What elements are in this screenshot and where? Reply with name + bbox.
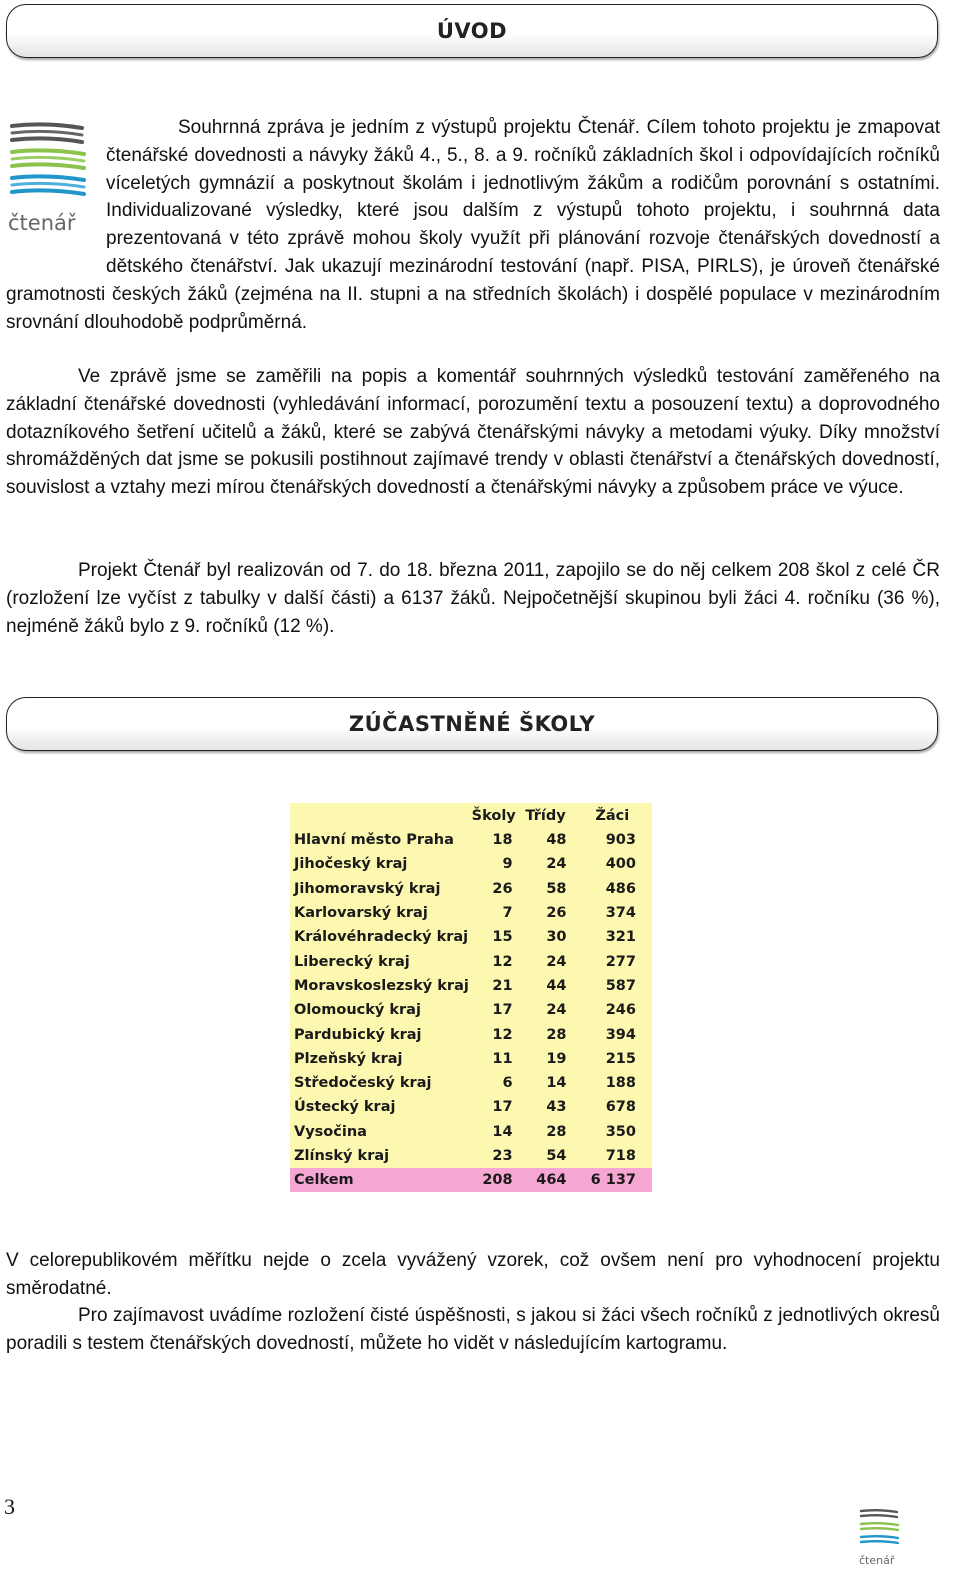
table-row — [290, 974, 652, 998]
classes-count: 14 — [546, 1075, 567, 1092]
section-title: ZÚČASTNĚNÉ ŠKOLY — [348, 712, 596, 736]
pupils-count: 321 — [605, 929, 636, 946]
schools-count: 21 — [492, 977, 513, 994]
classes-count: 54 — [546, 1148, 567, 1164]
table-row — [290, 925, 652, 949]
region-name: Olomoucký kraj — [294, 1002, 421, 1019]
classes-count: 58 — [546, 880, 567, 897]
pupils-count: 587 — [605, 977, 636, 994]
footer-logo-text: čtenář — [859, 1554, 895, 1567]
region-name: Jihomoravský kraj — [294, 880, 441, 897]
pupils-count: 903 — [605, 832, 636, 849]
table-row — [290, 901, 652, 925]
table-header-cell: Školy — [471, 807, 516, 824]
classes-count: 28 — [546, 1123, 567, 1140]
region-name: Moravskoslezský kraj — [294, 977, 469, 994]
pupils-count: 277 — [605, 953, 636, 970]
schools-count: 11 — [492, 1050, 513, 1067]
intro-paragraph-3: Projekt Čtenář byl realizován od 7. do 18. března 2011, zapojilo se do něj celkem 208 škol z celé ČR (rozložení lze vyčíst z tabulky v další části) a 6137 žáků. Nejpočetnější skupinou byli žáci 4. ročníku (36 %), nejméně žáků bylo z 9. ročníků (12 %). — [6, 560, 940, 637]
classes-count: 26 — [546, 905, 567, 922]
schools-count: 17 — [492, 1099, 513, 1116]
region-name: Středočeský kraj — [294, 1075, 432, 1092]
logo-text: čtenář — [8, 211, 76, 235]
page-number: 3 — [4, 1494, 15, 1519]
pupils-count: 394 — [605, 1026, 636, 1043]
schools-count: 23 — [492, 1148, 513, 1164]
classes-count: 48 — [546, 832, 567, 849]
table-total-row — [290, 1168, 652, 1192]
schools-count: 18 — [492, 832, 513, 849]
schools-count: 12 — [492, 1026, 513, 1043]
pupils-count: 350 — [605, 1123, 636, 1140]
table-row — [290, 1022, 652, 1046]
region-name: Jihočeský kraj — [294, 856, 408, 873]
table-row — [290, 1120, 652, 1144]
schools-count: 14 — [492, 1123, 513, 1140]
table-row — [290, 1144, 652, 1168]
table-row — [290, 949, 652, 973]
region-name: Plzeňský kraj — [294, 1050, 403, 1067]
schools-count: 15 — [492, 929, 513, 946]
section-header-zucastnene-skoly — [6, 697, 938, 751]
schools-count: 9 — [502, 856, 513, 873]
section-title: ÚVOD — [436, 19, 508, 43]
pupils-count: 215 — [605, 1050, 636, 1067]
region-name: Hlavní město Praha — [294, 832, 454, 849]
pupils-count: 678 — [605, 1099, 636, 1116]
pupils-count: 718 — [605, 1148, 636, 1164]
pupils-count: 486 — [605, 880, 636, 897]
pupils-count: 246 — [605, 1002, 636, 1019]
table-header-cell: Třídy — [525, 807, 566, 824]
table-row — [290, 828, 652, 852]
classes-count: 28 — [546, 1026, 567, 1043]
total-label: Celkem — [290, 1168, 469, 1192]
pupils-count: 400 — [605, 856, 636, 873]
table-header-cell: Žáci — [595, 807, 630, 824]
region-name: Královéhradecký kraj — [294, 929, 469, 946]
schools-count: 7 — [502, 905, 513, 922]
region-name: Karlovarský kraj — [294, 905, 428, 922]
table-row — [290, 877, 652, 901]
region-name: Pardubický kraj — [294, 1026, 422, 1043]
footer-logo-icon — [857, 1506, 901, 1568]
table-row — [290, 1047, 652, 1071]
classes-count: 44 — [546, 977, 567, 994]
classes-count: 24 — [546, 856, 567, 873]
schools-count: 6 — [502, 1075, 513, 1092]
table-header-row — [290, 803, 652, 828]
schools-count: 12 — [492, 953, 513, 970]
intro-paragraph-1: Souhrnná zpráva je jedním z výstupů projektu Čtenář. Cílem tohoto projektu je zmapovat čtenářské dovednosti a návyky žáků 4., 5., 8. a 9. ročníků základních škol i odpovídajících ročníků víceletých gymnázií a poskytnout školám i jednotlivým žákům a rodičům porovnání s ostatními. Individualizované výsledky, které jsou dalším z výstupů tohoto projektu, i souhrnná data prezentovaná v této zprávě mohou školy využít při plánování rozvoje čtenářských dovedností a dětského čtenářství. Jak ukazují mezinárodní testování (např. PISA, PIRLS), je úroveň čtenářské gramotnosti českých žáků (zejména na II. stupni a na středních školách) i dospělé populace v mezinárodním srovnání dlouhodobě podprůměrná. — [6, 117, 940, 333]
pupils-count: 188 — [605, 1075, 636, 1092]
classes-count: 19 — [546, 1050, 567, 1067]
section-header-uvod — [6, 4, 938, 58]
classes-count: 24 — [546, 953, 567, 970]
classes-count: 30 — [546, 929, 567, 946]
region-name: Zlínský kraj — [294, 1148, 390, 1164]
schools-table — [290, 803, 652, 1192]
paragraph-cartogram-note: Pro zajímavost uvádíme rozložení čisté úspěšnosti, s jakou si žáci všech ročníků z jednotlivých okresů poradili s testem čtenářských dovedností, můžete ho vidět v následujícím kartogramu. — [6, 1305, 940, 1354]
table-row — [290, 998, 652, 1022]
table-row — [290, 852, 652, 876]
total-classes: 464 — [519, 1168, 573, 1192]
region-name: Vysočina — [294, 1123, 367, 1140]
intro-paragraph-2: Ve zprávě jsme se zaměřili na popis a komentář souhrnných výsledků testování zaměřeného na základní čtenářské dovednosti (vyhledávání informací, porozumění textu a posouzení textu) a doprovodného dotazníkového šetření učitelů a žáků, které se zabývá čtenářskými návyky a metodami výuky. Díky množství shromážděných dat jsme se pokusili postihnout zajímavé trendy v oblasti čtenářství a čtenářských dovedností, souvislost a vztahy mezi mírou čtenářských dovedností a čtenářskými návyky a způsobem práce ve výuce. — [6, 366, 940, 499]
region-name: Liberecký kraj — [294, 953, 410, 970]
schools-count: 17 — [492, 1002, 513, 1019]
region-name: Ústecký kraj — [294, 1099, 396, 1116]
schools-count: 26 — [492, 880, 513, 897]
table-row — [290, 1095, 652, 1119]
table-row — [290, 1071, 652, 1095]
classes-count: 24 — [546, 1002, 567, 1019]
table-header-cell — [290, 803, 469, 828]
total-pupils: 6 137 — [573, 1168, 652, 1192]
pupils-count: 374 — [605, 905, 636, 922]
total-schools: 208 — [469, 1168, 519, 1192]
paragraph-sample-note: V celorepublikovém měřítku nejde o zcela vyvážený vzorek, což ovšem není pro vyhodnocení projektu směrodatné. — [6, 1250, 940, 1299]
classes-count: 43 — [546, 1099, 567, 1116]
